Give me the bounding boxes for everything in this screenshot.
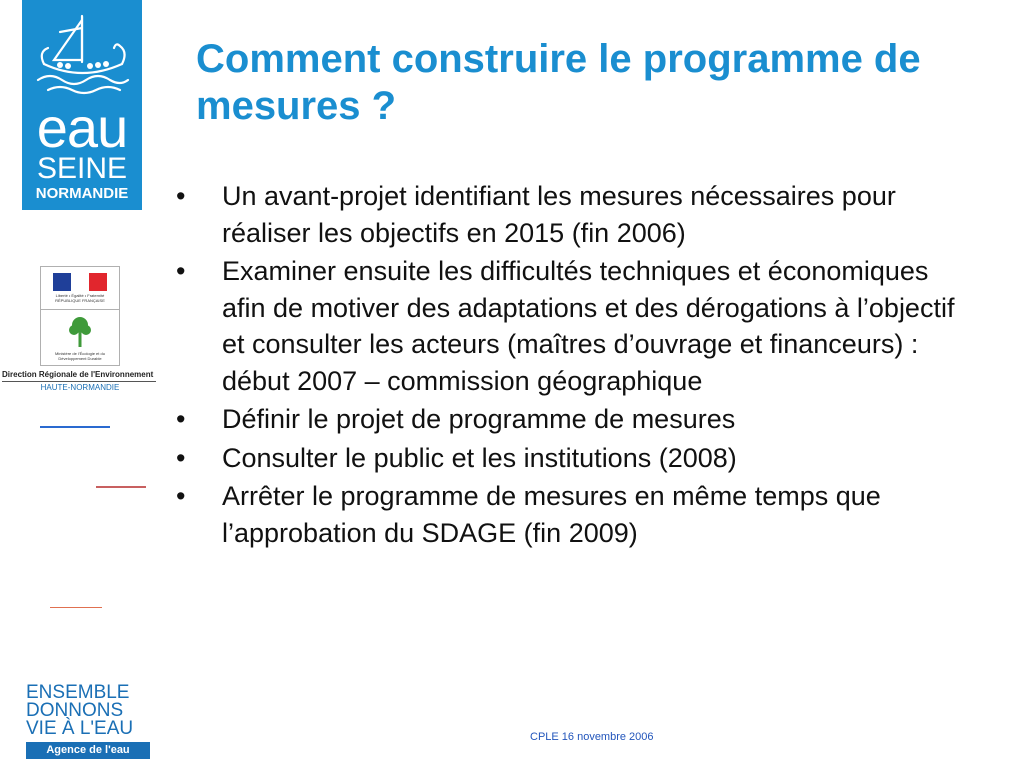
bullet-list	[166, 178, 966, 553]
viking-ship-icon	[30, 8, 134, 98]
slide-title: Comment construire le programme de mesures ?	[196, 37, 921, 128]
bullet-text: Examiner ensuite les difficultés techniques et économiques afin de motiver des adaptations et des dérogations à l’objectif et consulter les acteurs (maîtres d’ouvrage et financeurs) : début 2007 – commission géographique	[222, 256, 955, 396]
bullet-icon: •	[176, 181, 186, 211]
decorative-line	[96, 486, 146, 488]
logo-line: VIE À L'EAU	[26, 718, 134, 739]
logo-normandie-text: NORMANDIE	[35, 185, 129, 202]
bullet-item	[166, 253, 966, 399]
agency-label: Agence de l'eau	[26, 742, 150, 759]
republique-francaise-logo	[40, 266, 120, 366]
bullet-icon: •	[176, 256, 186, 286]
tree-icon	[67, 315, 93, 349]
republic-motto: Liberté • Égalité • Fraternité RÉPUBLIQUE FRANÇAISE	[55, 293, 105, 303]
bullet-icon: •	[176, 404, 186, 434]
divider	[41, 309, 119, 310]
dren-region: HAUTE-NORMANDIE	[40, 383, 120, 392]
decorative-line	[40, 426, 110, 428]
logo-line: ENSEMBLE	[26, 682, 130, 703]
decorative-line	[50, 607, 102, 608]
ensemble-donnons-vie-logo	[26, 684, 150, 759]
bullet-icon: •	[176, 442, 186, 473]
bullet-icon: •	[176, 481, 186, 511]
logo-eau-text: eau	[36, 96, 128, 159]
divider	[2, 381, 156, 382]
ministry-name: Ministère de l'Écologie et du Développement Durable	[55, 351, 105, 361]
bullet-text: Arrêter le programme de mesures en même temps que l’approbation du SDAGE (fin 2009)	[222, 481, 881, 548]
dren-title: Direction Régionale de l'Environnement	[2, 370, 154, 379]
bullet-item	[166, 440, 966, 477]
bullet-text: Un avant-projet identifiant les mesures nécessaires pour réaliser les objectifs en 2015 (fin 2006)	[222, 181, 896, 248]
slide-footer: CPLE 16 novembre 2006	[530, 731, 654, 743]
logo-seine-text: SEINE	[36, 152, 128, 185]
bullet-item	[166, 401, 966, 438]
bullet-text: Consulter le public et les institutions (2008)	[222, 442, 737, 473]
sidebar	[0, 0, 160, 768]
bullet-item	[166, 178, 966, 251]
bullet-item	[166, 478, 966, 551]
bullet-text: Définir le projet de programme de mesures	[222, 404, 736, 434]
logo-line: DONNONS	[26, 700, 124, 721]
eau-seine-normandie-logo	[22, 0, 142, 210]
french-flag-icon	[53, 273, 107, 291]
